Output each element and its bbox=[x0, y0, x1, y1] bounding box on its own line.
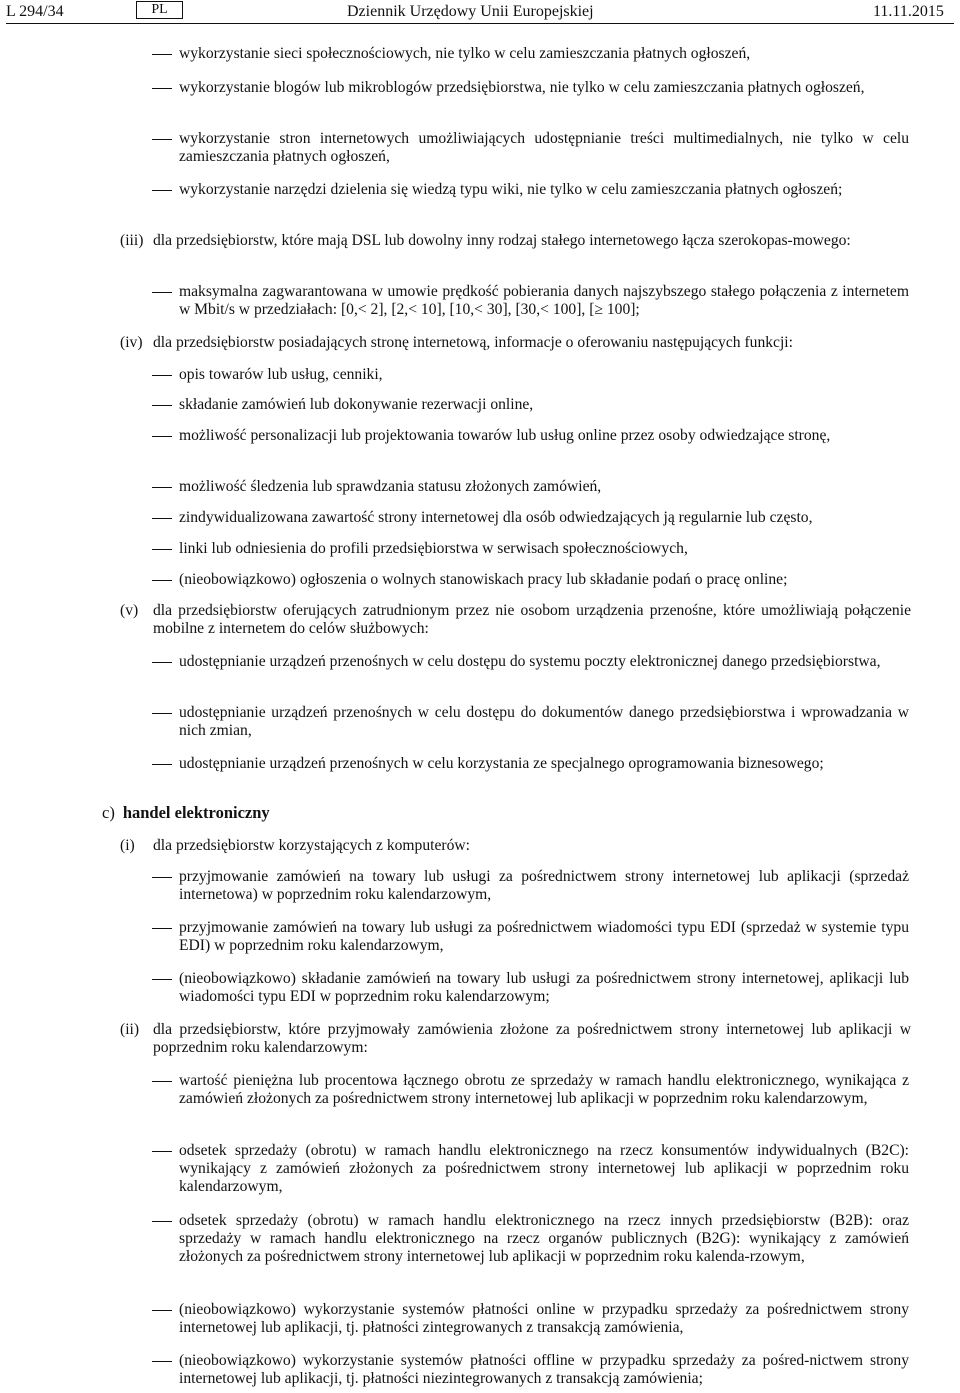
dash-marker bbox=[152, 713, 172, 714]
dash-marker bbox=[152, 190, 172, 191]
header-divider bbox=[6, 23, 954, 24]
list-item: wykorzystanie stron internetowych umożliwiających udostępnianie treści multimedialnych, nie tylko w celu zamieszczania płatnych ogłoszeń, bbox=[152, 130, 909, 166]
list-item: możliwość personalizacji lub projektowania towarów lub usług online przez osoby odwiedzające stronę, bbox=[152, 427, 909, 445]
dash-marker bbox=[152, 764, 172, 765]
publication-date: 11.11.2015 bbox=[873, 3, 944, 20]
language-badge: PL bbox=[136, 1, 183, 19]
list-item: przyjmowanie zamówień na towary lub usługi za pośrednictwem wiadomości typu EDI (sprzedaż w systemie typu EDI) w poprzednim roku kalendarzowym, bbox=[152, 919, 909, 955]
list-item: wartość pieniężna lub procentowa łącznego obrotu ze sprzedaży w ramach handlu elektronicznego, wynikająca z zamówień złożonych za pośrednictwem strony internetowej lub aplikacji w poprzednim roku kalendarzowym, bbox=[152, 1072, 909, 1108]
page-reference: L 294/34 bbox=[6, 3, 64, 20]
item-text: dla przedsiębiorstw, które mają DSL lub dowolny inny rodzaj stałego internetowego łącza szerokopas-mowego: bbox=[153, 232, 851, 249]
dash-marker bbox=[152, 549, 172, 550]
item-text: dla przedsiębiorstw, które przyjmowały zamówienia złożone za pośrednictwem strony internetowej lub aplikacji w poprzednim roku kalendarzowym: bbox=[153, 1021, 911, 1056]
item-label: (v) bbox=[120, 602, 139, 619]
item-text: dla przedsiębiorstw korzystających z komputerów: bbox=[153, 837, 470, 854]
list-item: opis towarów lub usług, cenniki, bbox=[152, 366, 909, 384]
list-item: składanie zamówień lub dokonywanie rezerwacji online, bbox=[152, 396, 909, 414]
item-label: (i) bbox=[120, 837, 135, 854]
dash-marker bbox=[152, 139, 172, 140]
dash-marker bbox=[152, 54, 172, 55]
dash-marker bbox=[152, 487, 172, 488]
section-label: c) bbox=[102, 803, 115, 822]
dash-marker bbox=[152, 928, 172, 929]
list-item: wykorzystanie blogów lub mikroblogów przedsiębiorstwa, nie tylko w celu zamieszczania płatnych ogłoszeń, bbox=[152, 79, 909, 97]
dash-marker bbox=[152, 1081, 172, 1082]
dash-marker bbox=[152, 375, 172, 376]
dash-marker bbox=[152, 1361, 172, 1362]
dash-marker bbox=[152, 518, 172, 519]
section-heading bbox=[102, 803, 270, 823]
item-label: (ii) bbox=[120, 1021, 140, 1038]
list-item: udostępnianie urządzeń przenośnych w celu korzystania ze specjalnego oprogramowania biznesowego; bbox=[152, 755, 909, 773]
list-item: zindywidualizowana zawartość strony internetowej dla osób odwiedzających ją regularnie lub często, bbox=[152, 509, 909, 527]
dash-marker bbox=[152, 436, 172, 437]
list-item: odsetek sprzedaży (obrotu) w ramach handlu elektronicznego na rzecz konsumentów indywidualnych (B2C): wynikający z zamówień złożonych za pośrednictwem strony internetowej lub aplikacji w poprzednim roku kalendarzowym, bbox=[152, 1142, 909, 1196]
dash-marker bbox=[152, 88, 172, 89]
dash-marker bbox=[152, 979, 172, 980]
list-item: przyjmowanie zamówień na towary lub usługi za pośrednictwem strony internetowej lub aplikacji (sprzedaż internetowa) w poprzednim roku kalendarzowym, bbox=[152, 868, 909, 904]
list-item: wykorzystanie narzędzi dzielenia się wiedzą typu wiki, nie tylko w celu zamieszczania płatnych ogłoszeń; bbox=[152, 181, 909, 199]
list-item: linki lub odniesienia do profili przedsiębiorstwa w serwisach społecznościowych, bbox=[152, 540, 909, 558]
list-item: (nieobowiązkowo) wykorzystanie systemów płatności online w przypadku sprzedaży za pośrednictwem strony internetowej lub aplikacji, tj. płatności zintegrowanych z transakcją zamówienia, bbox=[152, 1301, 909, 1337]
dash-marker bbox=[152, 405, 172, 406]
list-item: (nieobowiązkowo) wykorzystanie systemów płatności offline w przypadku sprzedaży za pośred-nictwem strony internetowej lub aplikacji, tj. płatności niezintegrowanych z transakcją zamówienia; bbox=[152, 1352, 909, 1388]
dash-marker bbox=[152, 1151, 172, 1152]
item-text: dla przedsiębiorstw posiadających stronę internetową, informacje o oferowaniu następujących funkcji: bbox=[153, 334, 793, 351]
dash-marker bbox=[152, 580, 172, 581]
dash-marker bbox=[152, 1221, 172, 1222]
list-item: odsetek sprzedaży (obrotu) w ramach handlu elektronicznego na rzecz innych przedsiębiorstw (B2B): oraz sprzedaży w ramach handlu elektronicznego na rzecz organów publicznych (B2G): wynikający z zamówień złożonych za pośrednictwem strony internetowej lub aplikacji w poprzednim roku kalenda-rzowym, bbox=[152, 1212, 909, 1266]
journal-title: Dziennik Urzędowy Unii Europejskiej bbox=[347, 3, 594, 20]
dash-marker bbox=[152, 1310, 172, 1311]
list-item: wykorzystanie sieci społecznościowych, nie tylko w celu zamieszczania płatnych ogłoszeń, bbox=[152, 45, 909, 63]
page-header bbox=[0, 0, 960, 28]
section-title: handel elektroniczny bbox=[122, 803, 270, 822]
list-item: maksymalna zagwarantowana w umowie prędkość pobierania danych najszybszego stałego połączenia z internetem w Mbit/s w przedziałach: [0,< 2], [2,< 10], [10,< 30], [30,< 100], [≥ 100]; bbox=[152, 283, 909, 319]
item-label: (iii) bbox=[120, 232, 144, 249]
list-item: (nieobowiązkowo) składanie zamówień na towary lub usługi za pośrednictwem strony internetowej, aplikacji lub wiadomości typu EDI w poprzednim roku kalendarzowym; bbox=[152, 970, 909, 1006]
list-item: (nieobowiązkowo) ogłoszenia o wolnych stanowiskach pracy lub składanie podań o pracę online; bbox=[152, 571, 909, 589]
list-item: udostępnianie urządzeń przenośnych w celu dostępu do systemu poczty elektronicznej danego przedsiębiorstwa, bbox=[152, 653, 909, 671]
list-item: możliwość śledzenia lub sprawdzania statusu złożonych zamówień, bbox=[152, 478, 909, 496]
item-label: (iv) bbox=[120, 334, 143, 351]
item-text: dla przedsiębiorstw oferujących zatrudnionym przez nie osobom urządzenia przenośne, które umożliwiają połączenie mobilne z internetem do celów służbowych: bbox=[153, 602, 911, 637]
dash-marker bbox=[152, 877, 172, 878]
list-item: udostępnianie urządzeń przenośnych w celu dostępu do dokumentów danego przedsiębiorstwa i wprowadzania w nich zmian, bbox=[152, 704, 909, 740]
dash-marker bbox=[152, 292, 172, 293]
dash-marker bbox=[152, 662, 172, 663]
